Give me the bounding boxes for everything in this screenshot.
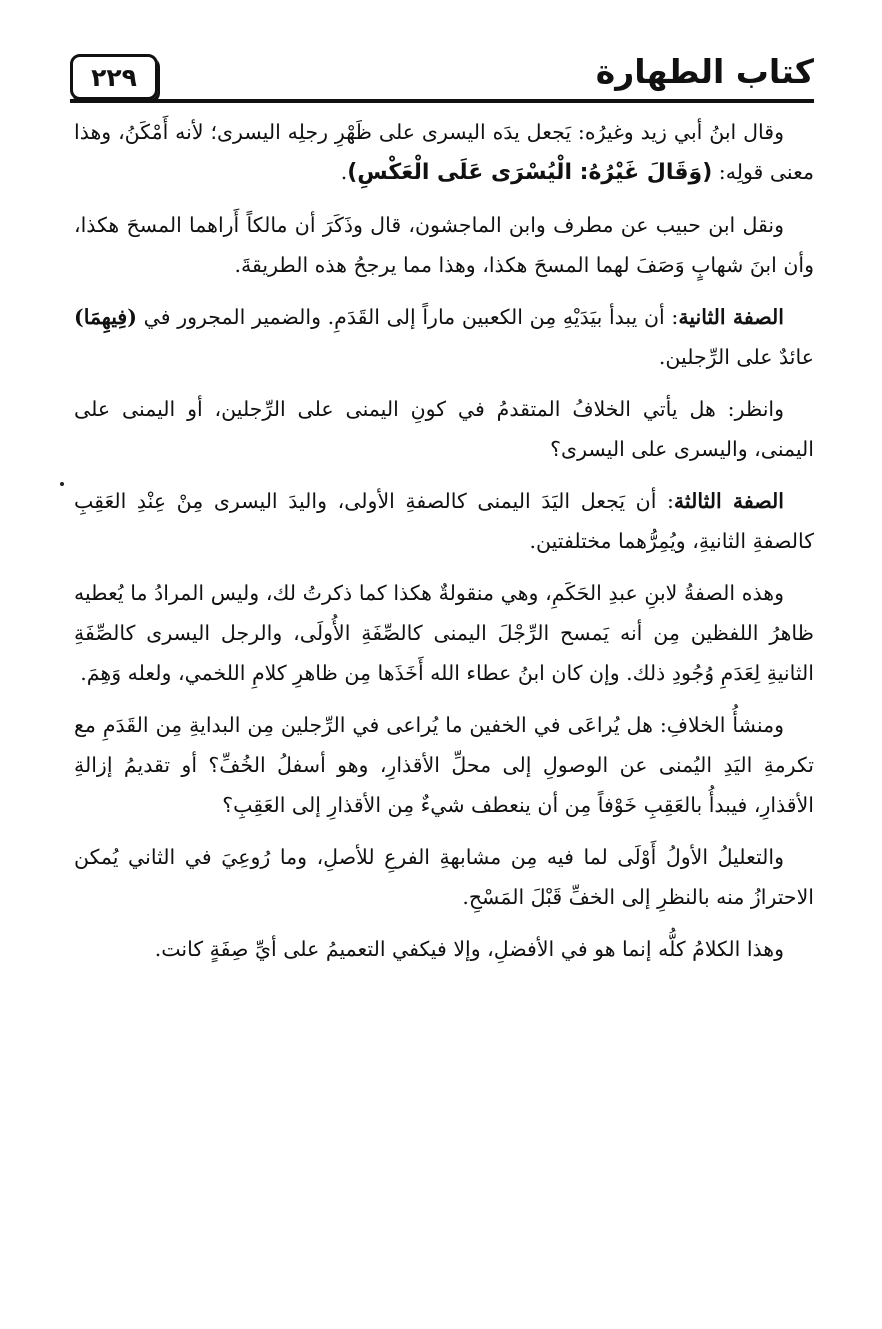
quoted-matn: (وَقَالَ غَيْرُهُ: الْيُسْرَى عَلَى الْعَكْسِ) [347, 160, 713, 185]
header-divider [70, 99, 814, 103]
section-heading: الصفة الثانية [678, 305, 784, 329]
paragraph-7 [74, 705, 814, 825]
paragraph-3 [74, 297, 814, 377]
paragraph-text: والتعليلُ الأولُ أَوْلَى لما فيه مِن مشابهةِ الفرعِ للأصلِ، وما رُوعِيَ في الثاني يُمكن الاحترازُ منه بالنظرِ إلى الخفِّ قَبْلَ المَسْحِ. [74, 845, 814, 909]
paragraph-text: وهذا الكلامُ كلُّه إنما هو في الأفضلِ، وإلا فيكفي التعميمُ على أيِّ صِفَةٍ كانت. [154, 937, 784, 961]
paragraph-1 [74, 112, 814, 193]
paragraph-text: ومنشأُ الخلافِ: هل يُراعَى في الخفين ما يُراعى في الرِّجلين مِن البدايةِ مِن القَدَمِ مع تكرمةِ اليَدِ اليُمنى عن الوصولِ إلى محلِّ الأقذارِ، وهو أسفلُ الخُفِّ؟ أو تقديمُ إزالةِ الأقذارِ، فيبدأُ بالعَقِبِ خَوْفاً مِن أن ينعطف شيءٌ مِن الأقذارِ إلى العَقِبِ؟ [74, 713, 814, 817]
paragraph-4 [74, 389, 814, 469]
paragraph-text: ونقل ابن حبيب عن مطرف وابن الماجشون، قال وذَكَرَ أن مالكاً أَراهما المسحَ هكذا، وأن ابنَ شهابٍ وَصَفَ لهما المسحَ هكذا، وهذا مما يرجحُ هذه الطريقةَ. [74, 213, 814, 277]
quoted-term: (فِيهِمَا) [74, 305, 137, 329]
paragraph-5 [74, 481, 814, 561]
paragraph-2 [74, 205, 814, 285]
paragraph-text: : أن يبدأ بيَدَيْهِ مِن الكعبين ماراً إلى القَدَمِ. والضمير المجرور في [136, 305, 679, 329]
paragraph-8 [74, 837, 814, 917]
paragraph-text: : أن يَجعل اليَدَ اليمنى كالصفةِ الأولى، واليدَ اليسرى مِنْ عِنْدِ العَقِبِ كالصفةِ الثانيةِ، ويُمِرُّهما مختلفتين. [74, 489, 814, 553]
page-body [74, 112, 814, 969]
paragraph-text: . [340, 160, 348, 184]
book-title: كتاب الطهارة [595, 52, 814, 91]
paragraph-text: وهذه الصفةُ لابنِ عبدِ الحَكَمِ، وهي منقولةٌ هكذا كما ذكرتُ لك، وليس المرادُ ما يُعطيه ظاهرُ اللفظين مِن أنه يَمسح الرِّجْلَ اليمنى كالصِّفَةِ الأُولَى، والرجل اليسرى كالصِّفَةِ الثانيةِ لِعَدَمِ وُجُودِ ذلك. وإن كان ابنُ عطاء الله أَخَذَها مِن ظاهرِ كلامِ اللخمي، ولعله وَهِمَ. [74, 581, 814, 685]
page-number: ٢٢٩ [91, 62, 137, 92]
section-heading: الصفة الثالثة [673, 489, 784, 513]
paragraph-text: وانظر: هل يأتي الخلافُ المتقدمُ في كونِ اليمنى على الرِّجلين، أو اليمنى على اليمنى، واليسرى على اليسرى؟ [74, 397, 814, 461]
paragraph-9 [74, 929, 814, 969]
page-header [70, 44, 814, 104]
paragraph-6 [74, 573, 814, 693]
page-number-box [70, 54, 158, 100]
paragraph-text: عائدٌ على الرِّجلين. [658, 345, 814, 369]
paragraph-text: وقال ابنُ أبي زيد وغيرُه: يَجعل يدَه اليسرى على ظَهْرِ رجلِه اليسرى؛ لأنه أَمْكَنُ، وهذا معنى قولِه: [74, 120, 814, 184]
stray-mark [60, 482, 64, 486]
